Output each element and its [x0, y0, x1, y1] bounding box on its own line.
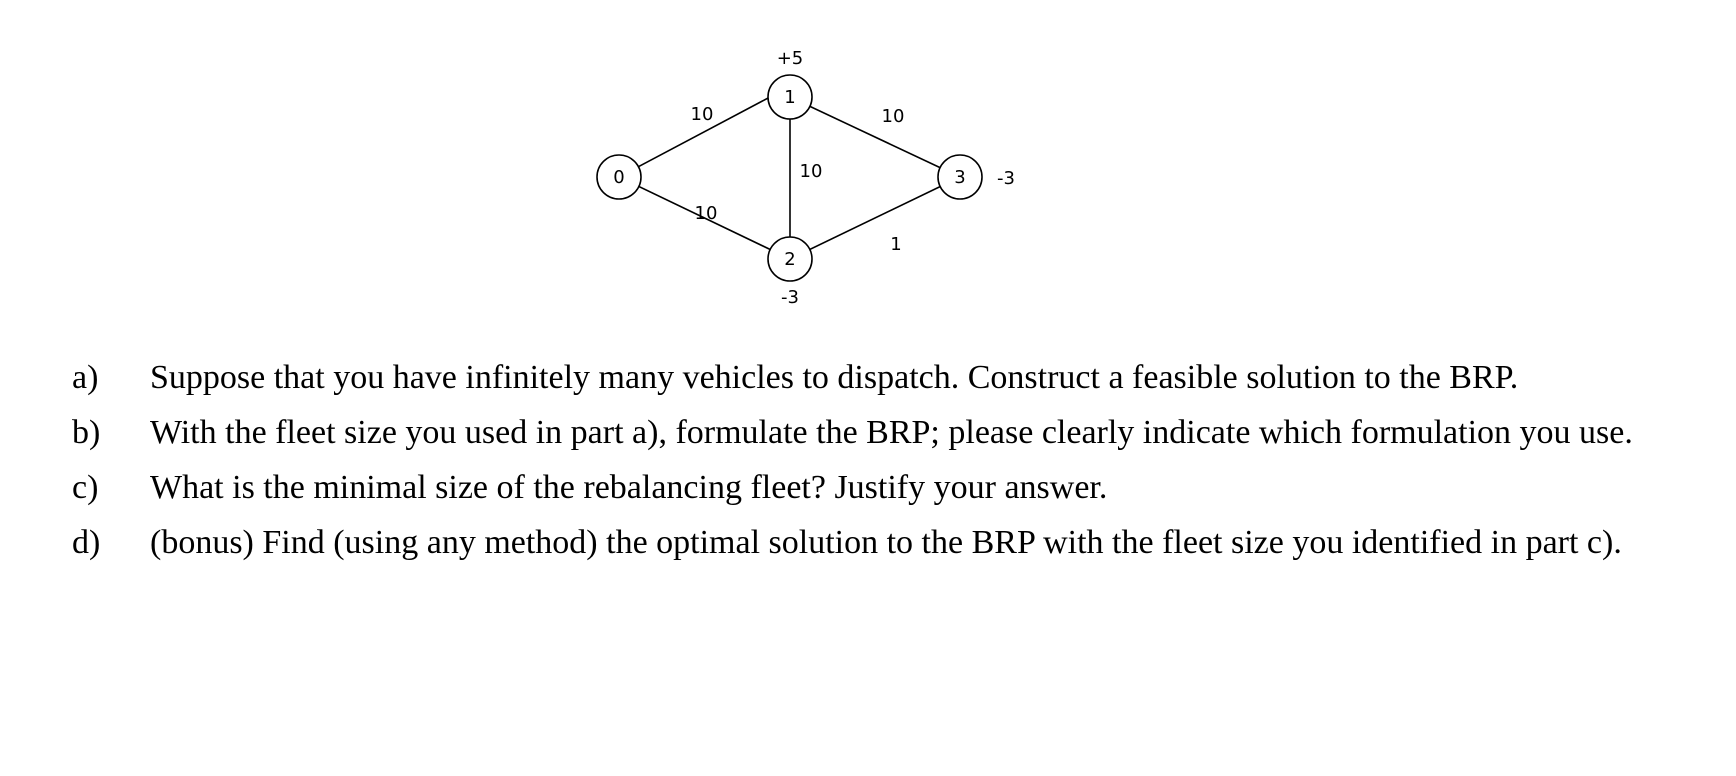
question-text: What is the minimal size of the rebalancing fleet? Justify your answer.	[150, 469, 1108, 506]
question-letter: c)	[72, 469, 99, 506]
node-1-supply: +5	[776, 48, 804, 69]
edge-label-0-2: 10	[694, 203, 718, 224]
question-text: With the fleet size you used in part a), formulate the BRP; please clearly indicate which formulation you use.	[150, 414, 1633, 451]
node-1	[768, 75, 812, 119]
question-letter: d)	[72, 524, 101, 561]
node-0-label: 0	[613, 167, 625, 188]
edge-2-3	[790, 177, 960, 259]
edge-label-0-1: 10	[690, 104, 714, 125]
question-list	[68, 350, 1648, 570]
question-text: Suppose that you have infinitely many vehicles to dispatch. Construct a feasible solution to the BRP.	[150, 359, 1519, 396]
node-3	[938, 155, 982, 199]
node-0	[597, 155, 641, 199]
question-text: (bonus) Find (using any method) the optimal solution to the BRP with the fleet size you identified in part c).	[150, 524, 1622, 561]
question-letter: a)	[72, 359, 99, 396]
question-b	[68, 405, 1648, 460]
node-2-demand: -3	[781, 287, 799, 308]
question-letter: b)	[72, 414, 101, 451]
node-2	[768, 237, 812, 281]
question-a	[68, 350, 1648, 405]
edge-label-1-3: 10	[881, 106, 905, 127]
node-3-demand: -3	[997, 168, 1015, 189]
question-c	[68, 460, 1648, 515]
node-3-label: 3	[954, 167, 966, 188]
network-diagram	[0, 0, 1736, 330]
question-d	[68, 515, 1648, 570]
node-1-label: 1	[784, 87, 796, 108]
edge-label-2-3: 1	[890, 234, 902, 255]
edge-label-1-2: 10	[799, 161, 823, 182]
node-2-label: 2	[784, 249, 796, 270]
